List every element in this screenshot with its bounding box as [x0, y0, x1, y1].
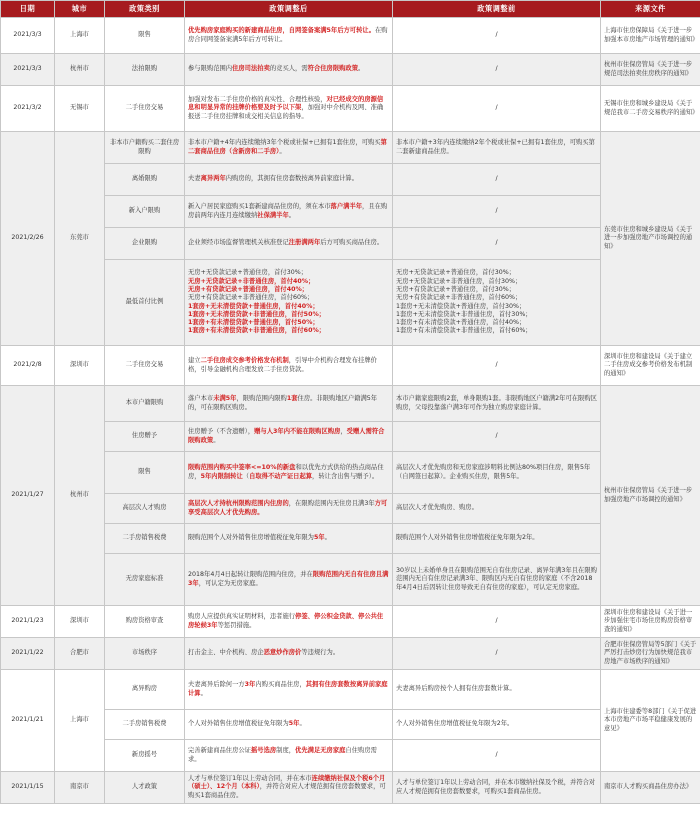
header-source: 来源文件 — [601, 1, 700, 18]
header-city: 城市 — [55, 1, 105, 18]
header-type: 政策类别 — [105, 1, 185, 18]
policy-before-cell: 非本市户籍+3年内连续缴纳2年个税或社保+已拥有1套住房，可购买第二套新建商品住房。 — [393, 132, 601, 164]
highlight-text: 优先购房家庭购买的新建商品住房，自网签备案满5年后方可转让。 — [188, 27, 375, 35]
policy-before-cell: / — [393, 740, 601, 772]
text-segment: 内购买商品住房， — [255, 681, 306, 689]
policy-after-cell — [185, 494, 393, 524]
policy-line — [188, 278, 389, 286]
policy-after-cell — [185, 260, 393, 346]
table-row — [1, 228, 700, 260]
policy-line — [188, 294, 389, 302]
text-segment: 购房人应提供真实证明材料，违者施行 — [188, 613, 296, 621]
highlight-text: 摇号选房 — [250, 747, 277, 755]
text-segment: 住房赠予（不含遗赠）， — [188, 428, 255, 436]
text-segment: 内购房的，其拥有住房套数按离异前家庭计算。 — [225, 175, 359, 183]
text-segment: 。 — [213, 436, 220, 444]
highlight-text: 无房+无贷款记录+非普通住房，首付40%； — [188, 277, 315, 285]
highlight-text: 5年 — [313, 534, 325, 542]
highlight-text: 方可享受高层次人才优先购房。 — [188, 500, 388, 516]
text-segment: 等惩罚措施。 — [217, 621, 256, 629]
policy-after-cell — [185, 772, 393, 804]
highlight-text: 5年内限制转让 — [200, 472, 243, 480]
table-row — [1, 18, 700, 54]
text-segment: 。 — [299, 720, 306, 728]
text-segment: 落户本市 — [188, 395, 214, 403]
text-segment: 加强对发布二手住房价格的真实性、合理性核验， — [188, 96, 327, 104]
source-cell: 合肥市住保房管局等5部门《关于严厉打击炒房行为加快规范我市房地产市场秩序的通知》 — [601, 638, 700, 670]
highlight-text: 落户满半年 — [330, 203, 363, 211]
highlight-text: 优先满足无房家庭 — [295, 747, 346, 755]
policy-after-cell — [185, 386, 393, 422]
policy-type-cell: 无房家庭标准 — [105, 554, 185, 606]
policy-after-cell — [185, 196, 393, 228]
highlight-text: 离异两年 — [200, 175, 226, 183]
table-row — [1, 710, 700, 740]
source-cell: 上海市住房保障局《关于进一步加强本市房地产市场管理的通知》 — [601, 18, 700, 54]
city-cell: 深圳市 — [55, 606, 105, 638]
policy-before-cell: / — [393, 606, 601, 638]
text-segment: ，并符合对应人才规范拥有住房套数要求，可购买1套商品住房。 — [188, 783, 386, 799]
header-row — [1, 1, 700, 18]
policy-before-cell: / — [393, 86, 601, 132]
date-cell: 2021/1/21 — [1, 670, 55, 772]
table-row — [1, 260, 700, 346]
source-cell: 无锡市住房和城乡建设局《关于规范我市二手房交易秩序的通知》 — [601, 86, 700, 132]
text-segment: 非本市户籍+4年内连续缴纳3年个税或社保+已拥有1套住房，可购买 — [188, 139, 381, 147]
policy-after-cell — [185, 452, 393, 494]
city-cell: 合肥市 — [55, 638, 105, 670]
policy-before-cell: / — [393, 164, 601, 196]
table-row — [1, 86, 700, 132]
text-segment: 个人对外销售住房增值税征免年限为 — [188, 720, 289, 728]
policy-before-cell: / — [393, 346, 601, 386]
policy-before-cell: 夫妻离异后购房按个人拥有住房套数计算。 — [393, 670, 601, 710]
policy-type-cell: 非本市户籍购买二套住房限购 — [105, 132, 185, 164]
policy-after-cell — [185, 346, 393, 386]
date-cell: 2021/2/8 — [1, 346, 55, 386]
highlight-text: 3年 — [244, 681, 256, 689]
policy-before-cell: / — [393, 54, 601, 86]
policy-after-cell — [185, 710, 393, 740]
policy-type-cell: 企业限购 — [105, 228, 185, 260]
highlight-text: 恶意炒作房价 — [263, 649, 302, 657]
policy-type-cell: 二手住房交易 — [105, 346, 185, 386]
table-row — [1, 422, 700, 452]
text-segment: 自住购房需求。 — [188, 747, 377, 763]
policy-after-cell — [185, 554, 393, 606]
city-cell: 南京市 — [55, 772, 105, 804]
text-segment: 2018年4月4日起转让限购范围内住房，并在 — [188, 571, 313, 579]
table-row — [1, 54, 700, 86]
policy-line: 1套房+有未清偿贷款+非普通住房，首付60%； — [396, 327, 532, 335]
highlight-text: 对已经成交的房源信息和明显异常的挂牌价格要及时予以下架 — [188, 96, 384, 112]
policy-type-cell: 二手房销售税费 — [105, 710, 185, 740]
text-segment: 。 — [288, 211, 296, 219]
highlight-text: 第二套商品住房（含新房和二手房） — [188, 139, 387, 155]
policy-line — [188, 303, 389, 311]
text-segment: ，可认定为无房家庭。 — [198, 579, 262, 587]
date-cell: 2021/2/26 — [1, 132, 55, 346]
source-cell: 深圳市住房和建设局《关于进一步加强住宅市场住房购房资格审查的通知》 — [601, 606, 700, 638]
text-segment: ，且在购房前两年内连月连续缴纳 — [188, 203, 388, 219]
table-row — [1, 524, 700, 554]
text-segment: 无房+无贷款记录+普通住房，首付30%； — [188, 269, 308, 277]
city-cell: 上海市 — [55, 670, 105, 772]
table-row — [1, 554, 700, 606]
policy-type-cell: 购房资格审查 — [105, 606, 185, 638]
source-cell: 东莞市住房和城乡建设局《关于进一步加强房地产市场调控的通知》 — [601, 132, 700, 346]
date-cell: 2021/1/27 — [1, 386, 55, 606]
highlight-text: 高层次人才持杭州限购范围内住房的 — [188, 500, 289, 508]
text-segment: 限购范围个人对外销售住房增值税征免年限为 — [188, 534, 314, 542]
policy-before-cell: 个人对外销售住房增值税征免年限为2年。 — [393, 710, 601, 740]
text-segment: 和以优先方式供给的热点商品住房， — [188, 464, 384, 480]
policy-line: 1套房+无未清偿贷款+非普通住房，首付30%； — [396, 310, 532, 318]
highlight-text: 限购范围内无自有住房且满3年 — [188, 571, 389, 587]
text-segment: 。 — [358, 65, 365, 73]
policy-line — [188, 327, 389, 335]
text-segment: 。 — [200, 689, 207, 697]
policy-before-cell: / — [393, 422, 601, 452]
header-after: 政策调整后 — [185, 1, 393, 18]
policy-type-cell: 限售 — [105, 452, 185, 494]
text-segment: （ — [242, 472, 250, 480]
text-segment: ，在限购范围内无住房且满3年 — [288, 500, 375, 508]
highlight-text: 受赠人需符合限购政策 — [188, 428, 385, 444]
policy-before-cell: / — [393, 228, 601, 260]
policy-before-cell: 本市户籍家庭限购2套，单身限购1套。非限购地区户籍满2年可在限购区购房，父母投靠落户满3年可作为独立购房家庭计算。 — [393, 386, 601, 422]
policy-type-cell: 法拍限购 — [105, 54, 185, 86]
text-segment: 后方可购买商品住房。 — [320, 239, 384, 247]
policy-before-cell: 高层次人才优先购房、购房。 — [393, 494, 601, 524]
highlight-text: 5年 — [288, 720, 300, 728]
policy-after-cell — [185, 740, 393, 772]
policy-line: 无房+有贷款记录+非普通住房，首付60%； — [396, 294, 522, 302]
text-segment: 制度， — [276, 747, 296, 755]
text-segment: 打击金主、中介机构、房企 — [188, 649, 264, 657]
source-cell: 深圳市住房和建设局《关于建立二手住房成交参考价格发布机制的通知》 — [601, 346, 700, 386]
date-cell: 2021/1/15 — [1, 772, 55, 804]
city-cell: 深圳市 — [55, 346, 105, 386]
highlight-text: 无房+有贷款记录+普通住房，首付40%； — [188, 285, 309, 293]
text-segment: 夫妻离异后除何一方 — [188, 681, 245, 689]
policy-type-cell: 市场秩序 — [105, 638, 185, 670]
policy-after-cell — [185, 606, 393, 638]
policy-before-cell: / — [393, 196, 601, 228]
highlight-text: 连续缴纳社保及个税6个月（硕士）、12个月（本科） — [188, 775, 386, 791]
table-row — [1, 196, 700, 228]
date-cell: 2021/1/22 — [1, 638, 55, 670]
highlight-text: 1套房+无未清偿贷款+普通住房，首付40%； — [188, 302, 319, 310]
policy-after-cell — [185, 54, 393, 86]
table-row — [1, 132, 700, 164]
highlight-text: 1套房+有未清偿贷款+普通住房，首付50%； — [188, 319, 319, 327]
text-segment: 新入户居民家庭购买1套新建商品住房的，须在本市 — [188, 203, 331, 211]
policy-after-cell — [185, 524, 393, 554]
policy-type-cell: 新入户限购 — [105, 196, 185, 228]
policy-before-cell: 人才与单位签订1年以上劳动合同，并在本市缴纳社保及个税，并符合对应人才规范拥有住房套数要求，可购买1套商品住房。 — [393, 772, 601, 804]
policy-type-cell: 离异购房 — [105, 670, 185, 710]
text-segment: 住房。非限购地区户籍满5年的，可在限购区购房。 — [188, 395, 378, 411]
text-segment: 建立 — [188, 357, 201, 365]
highlight-text: 二手住房成交参考价格发布机制 — [200, 357, 289, 365]
policy-line: 无房+无贷款记录+普通住房，首付30%； — [396, 269, 516, 277]
policy-after-cell — [185, 422, 393, 452]
date-cell: 2021/3/3 — [1, 18, 55, 54]
policy-line: 1套房+无未清偿贷款+普通住房，首付30%； — [396, 302, 526, 310]
policy-type-cell: 新房摇号 — [105, 740, 185, 772]
city-cell: 杭州市 — [55, 54, 105, 86]
highlight-text: 1套 — [286, 395, 298, 403]
table-row — [1, 452, 700, 494]
text-segment: ，引导中介机构合理发布挂牌价格，引导金融机构合理发放二手住房贷款。 — [188, 357, 377, 373]
policy-line — [188, 311, 389, 319]
highlight-text: 1套房+有未清偿贷款+非普通住房，首付60%； — [188, 327, 326, 335]
table-row — [1, 638, 700, 670]
highlight-text: 自取得不动产证日起算 — [249, 472, 313, 480]
policy-type-cell: 限售 — [105, 18, 185, 54]
text-segment: ，限购范围内限购 — [236, 395, 287, 403]
date-cell: 2021/1/23 — [1, 606, 55, 638]
text-segment: ， — [340, 428, 347, 436]
highlight-text: 注册满两年 — [288, 239, 321, 247]
table-body — [1, 18, 700, 804]
policy-after-cell — [185, 670, 393, 710]
policy-before-cell: 高层次人才优先购房和无房家庭涉明料比例达80%项目住房，限售5年（自网签日起算）。企业购买住房，限售5年。 — [393, 452, 601, 494]
header-before: 政策调整前 — [393, 1, 601, 18]
table-row — [1, 346, 700, 386]
policy-line — [188, 286, 389, 294]
text-segment: 在购房合同网签备案满5年后方可转让。 — [188, 27, 388, 43]
highlight-text: 未满5年 — [213, 395, 237, 403]
policy-type-cell: 最低首付比例 — [105, 260, 185, 346]
highlight-text: 赠与人3年内不能在限购区购房 — [254, 428, 341, 436]
policy-type-cell: 二手住房交易 — [105, 86, 185, 132]
source-cell: 杭州市住保房管局《关于进一步规范司法拍卖住房秩序的通知》 — [601, 54, 700, 86]
text-segment: 完善新建商品住房公证 — [188, 747, 251, 755]
text-segment: 人才与单位签订1年以上劳动合同，并在本市 — [188, 775, 312, 783]
policy-type-cell: 人才政策 — [105, 772, 185, 804]
city-cell: 杭州市 — [55, 386, 105, 606]
text-segment: 等违规行为。 — [301, 649, 340, 657]
text-segment: 的竞买人，需 — [269, 65, 308, 73]
policy-type-cell: 住房赠予 — [105, 422, 185, 452]
text-segment: 。 — [324, 534, 331, 542]
highlight-text: 限购范围内购买中签率<=10%的新盘 — [188, 464, 296, 472]
highlight-text: 住房司法拍卖 — [232, 65, 270, 73]
table-row — [1, 606, 700, 638]
policy-before-cell: / — [393, 18, 601, 54]
table-row — [1, 386, 700, 422]
date-cell: 2021/3/2 — [1, 86, 55, 132]
city-cell: 上海市 — [55, 18, 105, 54]
text-segment: 夫妻 — [188, 175, 201, 183]
text-segment: 。 — [279, 147, 286, 155]
policy-type-cell: 二手房销售税费 — [105, 524, 185, 554]
table-row — [1, 772, 700, 804]
date-cell: 2021/3/3 — [1, 54, 55, 86]
policy-after-cell — [185, 18, 393, 54]
policy-type-cell: 高层次人才购房 — [105, 494, 185, 524]
policy-before-cell: 限购范围个人对外销售住房增值税征免年限为2年。 — [393, 524, 601, 554]
policy-before-cell — [393, 260, 601, 346]
table-row — [1, 740, 700, 772]
policy-before-cell: / — [393, 638, 601, 670]
city-cell: 东莞市 — [55, 132, 105, 346]
source-cell: 上海市住建委等8部门《关于促进本市房地产市场平稳健康发展的意见》 — [601, 670, 700, 772]
text-segment: ，加强对中介机构及网、准确报送二手住房挂牌和成交相关信息的指导。 — [188, 104, 384, 120]
policy-line: 无房+无贷款记录+非普通住房，首付30%； — [396, 277, 522, 285]
source-cell: 南京市人才购买商品住房办法》 — [601, 772, 700, 804]
policy-before-cell: 30岁以上未婚单身且在限购范围无自有住房记录、离异年满3年且在限购范围内无自有住房记录满3年、限购区内无自有住房的家庭（不含2018年4月4日后因转让住房导致无自有住房的家庭），可认定无房家庭。 — [393, 554, 601, 606]
header-date: 日期 — [1, 1, 55, 18]
highlight-text: 其拥有住房套数按离异前家庭计算 — [188, 681, 388, 697]
source-cell: 杭州市住保房管局《关于进一步加强房地产市场调控的通知》 — [601, 386, 700, 606]
policy-type-cell: 离婚限购 — [105, 164, 185, 196]
highlight-text: 停签、停公积金贷款、停公共住房轮候3年 — [188, 613, 384, 629]
text-segment: 无房+有贷款记录+非普通住房，首付60%； — [188, 294, 314, 302]
policy-after-cell — [185, 86, 393, 132]
text-segment: 企业须经市场监督管理机关核准登记 — [188, 239, 289, 247]
policy-after-cell — [185, 638, 393, 670]
highlight-text: 社保满半年 — [257, 211, 289, 219]
policy-after-cell — [185, 164, 393, 196]
highlight-text: 符合住房限购政策 — [307, 65, 359, 73]
table-row — [1, 670, 700, 710]
policy-line — [188, 269, 389, 277]
policy-type-cell: 本市户籍限购 — [105, 386, 185, 422]
text-segment: 参与限购范围内 — [188, 65, 233, 73]
table-row — [1, 494, 700, 524]
table-row — [1, 164, 700, 196]
highlight-text: 1套房+无未清偿贷款+非普通住房，首付50%； — [188, 310, 326, 318]
city-cell: 无锡市 — [55, 86, 105, 132]
text-segment: ，转让含出售与赠予）。 — [312, 472, 379, 480]
policy-line: 无房+有贷款记录+普通住房，首付30%； — [396, 285, 516, 293]
policy-line: 1套房+有未清偿贷款+普通住房，首付40%； — [396, 319, 526, 327]
policy-after-cell — [185, 228, 393, 260]
policy-after-cell — [185, 132, 393, 164]
